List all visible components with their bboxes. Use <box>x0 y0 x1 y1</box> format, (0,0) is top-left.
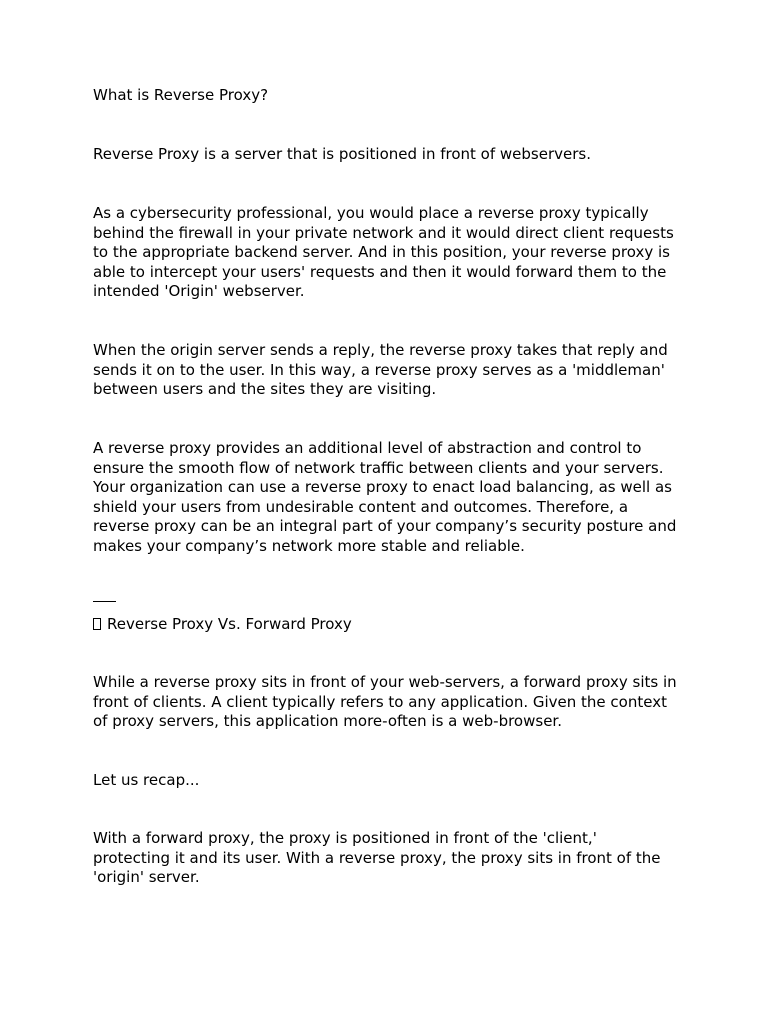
paragraph-placement: As a cybersecurity professional, you would place a reverse proxy typically behind the firewall in your private network and it would direct client requests to the appropriate backend server. And in this position, your reverse proxy is able to intercept your users' requests and then it would forward them to the intended 'Origin' webserver. <box>93 204 674 300</box>
missing-glyph-icon <box>93 618 101 630</box>
paragraph-recap: With a forward proxy, the proxy is positioned in front of the 'client,' protecting it and its user. With a reverse proxy, the proxy sits in front of the 'origin' server. <box>93 829 661 886</box>
section-heading-text: Reverse Proxy Vs. Forward Proxy <box>107 615 352 633</box>
section-heading <box>93 615 678 635</box>
paragraph-benefits: A reverse proxy provides an additional level of abstraction and control to ensure the smooth flow of network traffic between clients and your servers. Your organization can use a reverse proxy to enact load balancing, as well as shield your users from undesirable content and outcomes. Therefore, a reverse proxy can be an integral part of your company’s security posture and makes your company’s network more stable and reliable. <box>93 439 677 555</box>
paragraph-forward-proxy: While a reverse proxy sits in front of your web-servers, a forward proxy sits in front of clients. A client typically refers to any application. Given the context of proxy servers, this application more-often is a web-browser. <box>93 673 677 730</box>
document-title: What is Reverse Proxy? <box>93 86 269 104</box>
section-divider <box>93 601 116 602</box>
paragraph-recap-intro: Let us recap... <box>93 771 200 789</box>
paragraph-definition: Reverse Proxy is a server that is positioned in front of webservers. <box>93 145 591 163</box>
paragraph-origin-reply: When the origin server sends a reply, the reverse proxy takes that reply and sends it on to the user. In this way, a reverse proxy serves as a 'middleman' between users and the sites they are visiting. <box>93 341 668 398</box>
